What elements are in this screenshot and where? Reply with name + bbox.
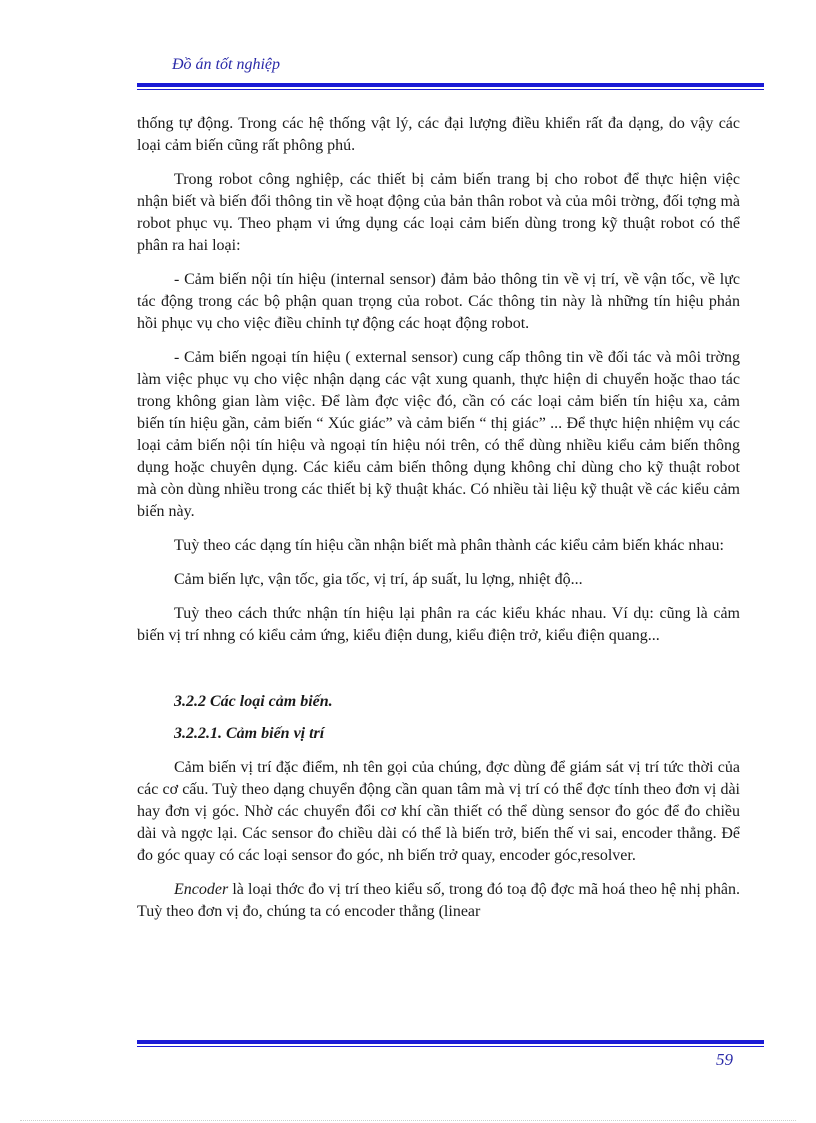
paragraph-text: là loại thớc đo vị trí theo kiểu số, trong đó toạ độ đợc mã hoá theo hệ nhị phân. Tuỳ theo đơn vị đo, chúng ta có encoder thẳng (linear [137, 881, 740, 920]
paragraph: Cảm biến vị trí đặc điểm, nh tên gọi của chúng, đợc dùng để giám sát vị trí tức thời của các cơ cấu. Tuỳ theo dạng chuyển động cần quan tâm mà vị trí có thể đợc tính theo đơn vị dài hay đơn vị góc. Nhờ các chuyển đổi cơ khí cần thiết có thể dùng sensor đo góc để đo chiều dài và ngợc lại. Các sensor đo chiều dài có thể là biến trở, biến thế vi sai, encoder thẳng. Để đo góc quay có các loại sensor đo góc, nh biến trở quay, encoder góc,resolver. [137, 759, 740, 864]
paragraph: - Cảm biến nội tín hiệu (internal sensor) đảm bảo thông tin về vị trí, về vận tốc, về lực tác động trong các bộ phận quan trọng của robot. Các thông tin này là những tín hiệu phản hồi phục vụ cho việc điều chỉnh tự động các hoạt động robot. [137, 271, 740, 332]
header-rule-thin [137, 89, 764, 90]
footer-rule-thin [137, 1046, 764, 1047]
paragraph: Cảm biến lực, vận tốc, gia tốc, vị trí, áp suất, lu lợng, nhiệt độ... [174, 571, 583, 588]
paragraph [137, 879, 740, 923]
footer-rule [137, 1040, 764, 1044]
paragraph: Tuỳ theo cách thức nhận tín hiệu lại phân ra các kiểu khác nhau. Ví dụ: cũng là cảm biến vị trí nhng có kiểu cảm ứng, kiểu điện dung, kiểu điện trở, kiểu điện quang... [137, 605, 740, 644]
section-heading: 3.2.2 Các loại cảm biến. [174, 693, 333, 710]
body-text [137, 113, 740, 935]
paragraph: Tuỳ theo các dạng tín hiệu cần nhận biết mà phân thành các kiểu cảm biến khác nhau: [174, 537, 724, 554]
subsection-heading: 3.2.2.1. Cảm biến vị trí [174, 725, 325, 742]
paragraph: thống tự động. Trong các hệ thống vật lý, các đại lượng điều khiển rất đa dạng, do vậy các loại cảm biến cũng rất phông phú. [137, 115, 740, 154]
header-rule [137, 83, 764, 87]
page-number: 59 [716, 1050, 733, 1069]
page-edge-divider [20, 1120, 796, 1121]
term-encoder: Encoder [174, 881, 229, 898]
paragraph: Trong robot công nghiệp, các thiết bị cảm biến trang bị cho robot để thực hiện việc nhận biết và biến đổi thông tin về hoạt động của bản thân robot và của môi trờng, đối tợng mà robot phục vụ. Theo phạm vi ứng dụng các loại cảm biến dùng trong kỹ thuật robot có thể phân ra hai loại: [137, 171, 740, 254]
header-title: Đồ án tốt nghiệp [172, 56, 280, 73]
paragraph: - Cảm biến ngoại tín hiệu ( external sensor) cung cấp thông tin về đối tác và môi trờng làm việc phục vụ cho việc nhận dạng các vật xung quanh, thực hiện di chuyển hoặc thao tác trong không gian làm việc. Để làm đợc việc đó, cần có các loại cảm biến tín hiệu xa, cảm biến tín hiệu gần, cảm biến “ Xúc giác” và cảm biến “ thị giác” ... Để thực hiện nhiệm vụ các loại cảm biến nội tín hiệu và ngoại tín hiệu nói trên, có thể dùng nhiều kiểu cảm biến thông dụng hoặc chuyên dụng. Các kiểu cảm biến thông dụng không chỉ dùng cho kỹ thuật robot mà còn dùng nhiều trong các thiết bị kỹ thuật khác. Có nhiều tài liệu kỹ thuật về các kiểu cảm biến này. [137, 349, 740, 520]
